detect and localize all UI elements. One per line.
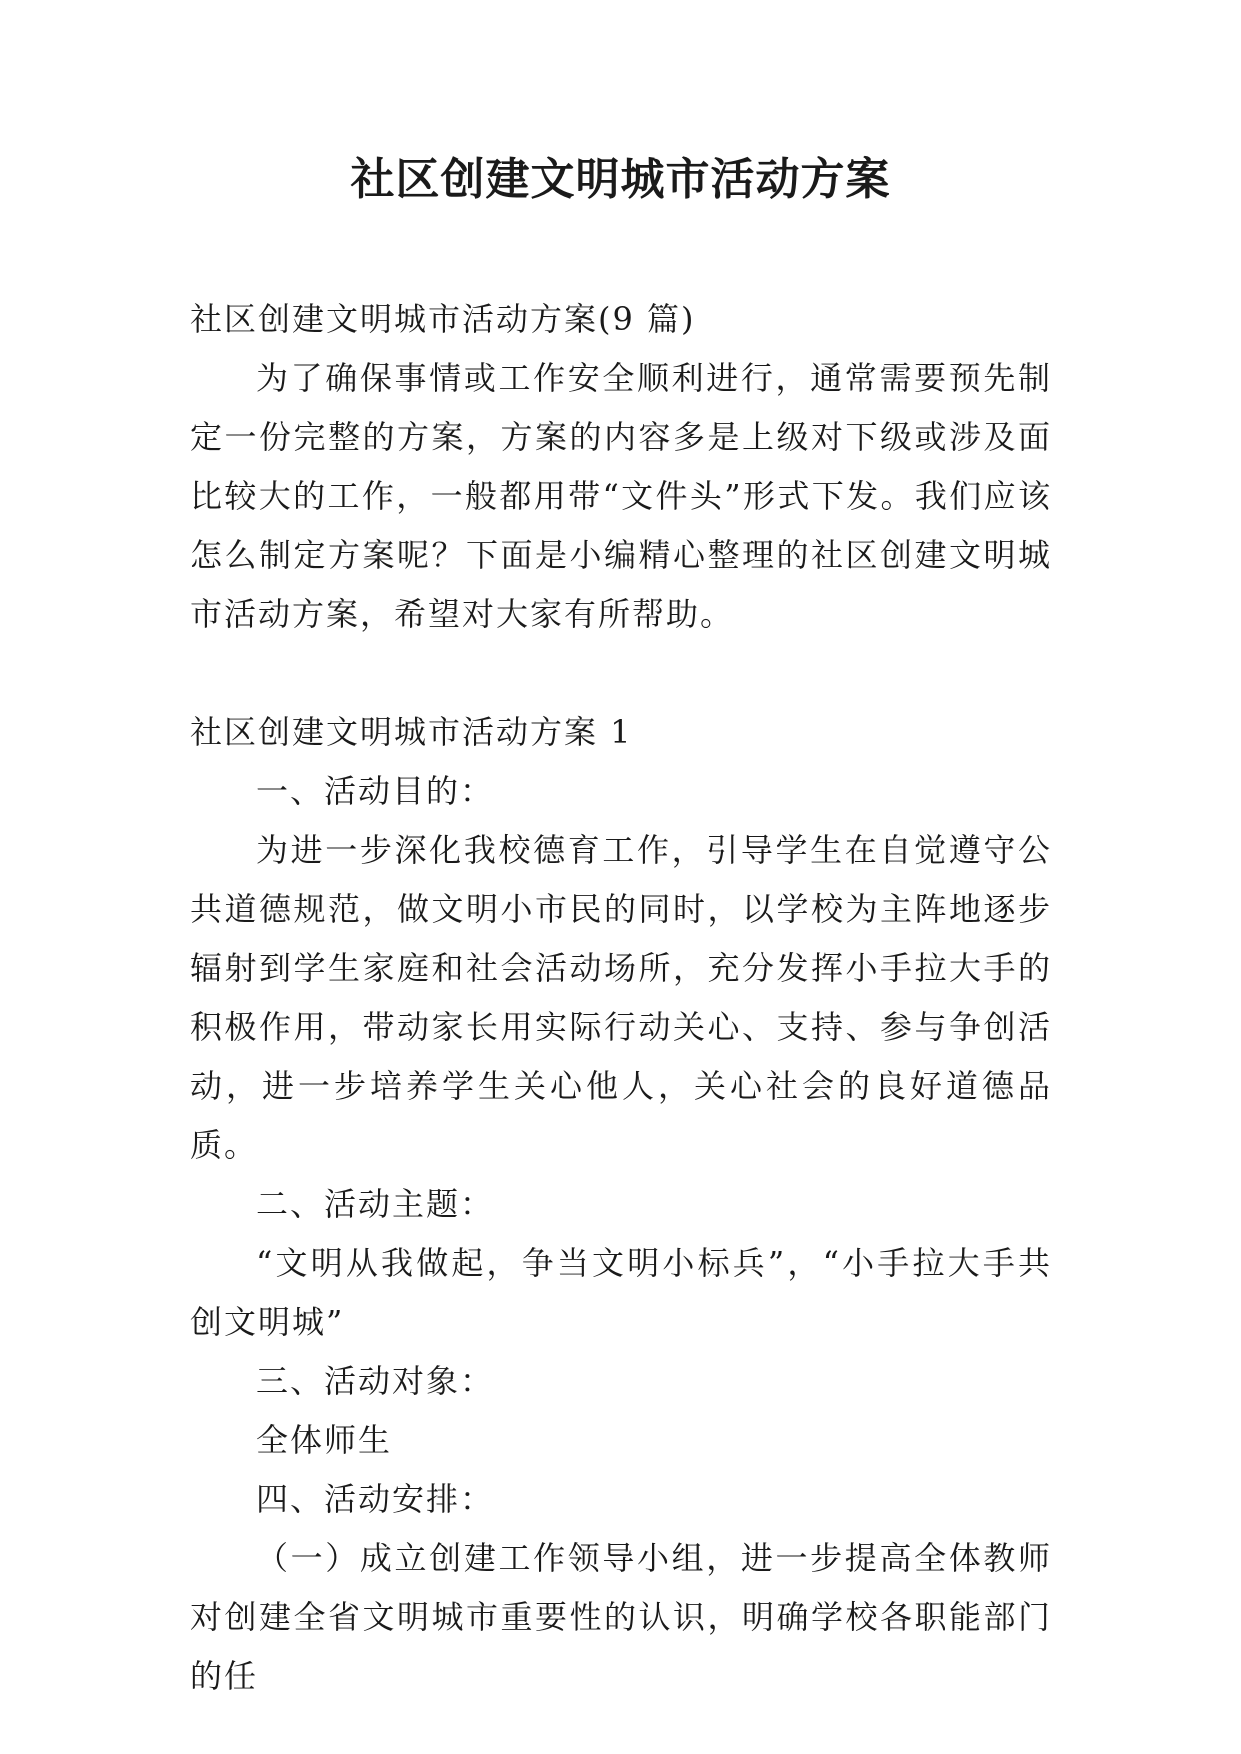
paragraph-spacer (190, 644, 1052, 703)
target-heading: 三、活动对象： (256, 1362, 495, 1400)
document-subtitle: 社区创建文明城市活动方案(9 篇) (190, 300, 696, 338)
document-title: 社区创建文明城市活动方案 (350, 154, 891, 205)
section-heading: 社区创建文明城市活动方案 1 (190, 713, 633, 751)
schedule-item: （一）成立创建工作领导小组，进一步提高全体教师对创建全省文明城市重要性的认识，明确学校各职能部门的任 (190, 1539, 1052, 1695)
theme-heading: 二、活动主题： (256, 1185, 495, 1223)
purpose-heading: 一、活动目的： (256, 772, 495, 810)
schedule-heading: 四、活动安排： (256, 1480, 495, 1518)
purpose-paragraph: 为进一步深化我校德育工作，引导学生在自觉遵守公共道德规范，做文明小市民的同时，以学校为主阵地逐步辐射到学生家庭和社会活动场所，充分发挥小手拉大手的积极作用，带动家长用实际行动关心、支持、参与争创活动，进一步培养学生关心他人，关心社会的良好道德品质。 (190, 831, 1052, 1164)
target-paragraph: 全体师生 (256, 1421, 393, 1459)
intro-paragraph: 为了确保事情或工作安全顺利进行，通常需要预先制定一份完整的方案，方案的内容多是上级对下级或涉及面比较大的工作，一般都用带“文件头”形式下发。我们应该怎么制定方案呢？下面是小编精心整理的社区创建文明城市活动方案，希望对大家有所帮助。 (190, 359, 1052, 633)
theme-paragraph: “文明从我做起，争当文明小标兵”，“小手拉大手共创文明城” (190, 1244, 1052, 1341)
document-body (190, 290, 1052, 1706)
